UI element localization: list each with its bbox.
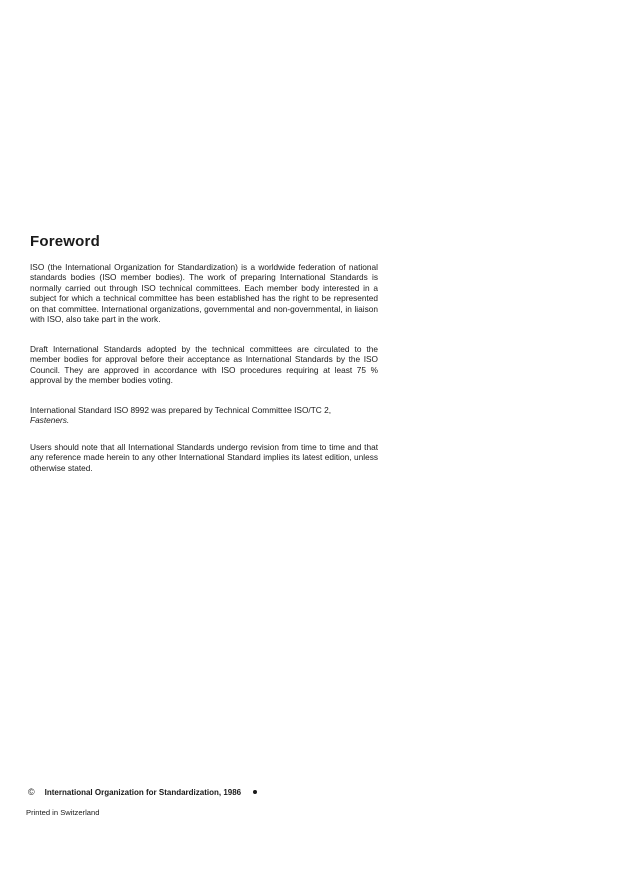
foreword-paragraph-1: ISO (the International Organization for Standardization) is a worldwide federation of national standards bodies (ISO member bodies). The work of preparing International Standards is normally carried out through ISO technical committees. Each member body interested in a subject for which a technical committee has been established has the right to be represented on that committee. International organizations, governmental and non-governmental, in liaison with ISO, also take part in the work.: [30, 262, 378, 325]
foreword-paragraph-2: Draft International Standards adopted by the technical committees are circulated to the member bodies for approval before their acceptance as International Standards by the ISO Council. They are approved in accordance with ISO procedures requiring at least 75 % approval by the member bodies voting.: [30, 344, 378, 386]
copyright-line: [28, 787, 257, 797]
committee-name: Fasteners.: [30, 415, 70, 426]
foreword-paragraph-3: [30, 405, 378, 426]
printed-in-text: Printed in Switzerland: [26, 808, 100, 817]
copyright-icon: ©: [28, 787, 35, 797]
standard-preparation-text: International Standard ISO 8992 was prepared by Technical Committee ISO/TC 2,: [30, 405, 331, 415]
foreword-title: Foreword: [30, 233, 100, 250]
foreword-paragraph-4: Users should note that all International Standards undergo revision from time to time and that any reference made herein to any other International Standard implies its latest edition, unless otherwise stated.: [30, 442, 378, 473]
bullet-dot-icon: [253, 790, 257, 794]
copyright-text: International Organization for Standardization, 1986: [44, 787, 242, 797]
